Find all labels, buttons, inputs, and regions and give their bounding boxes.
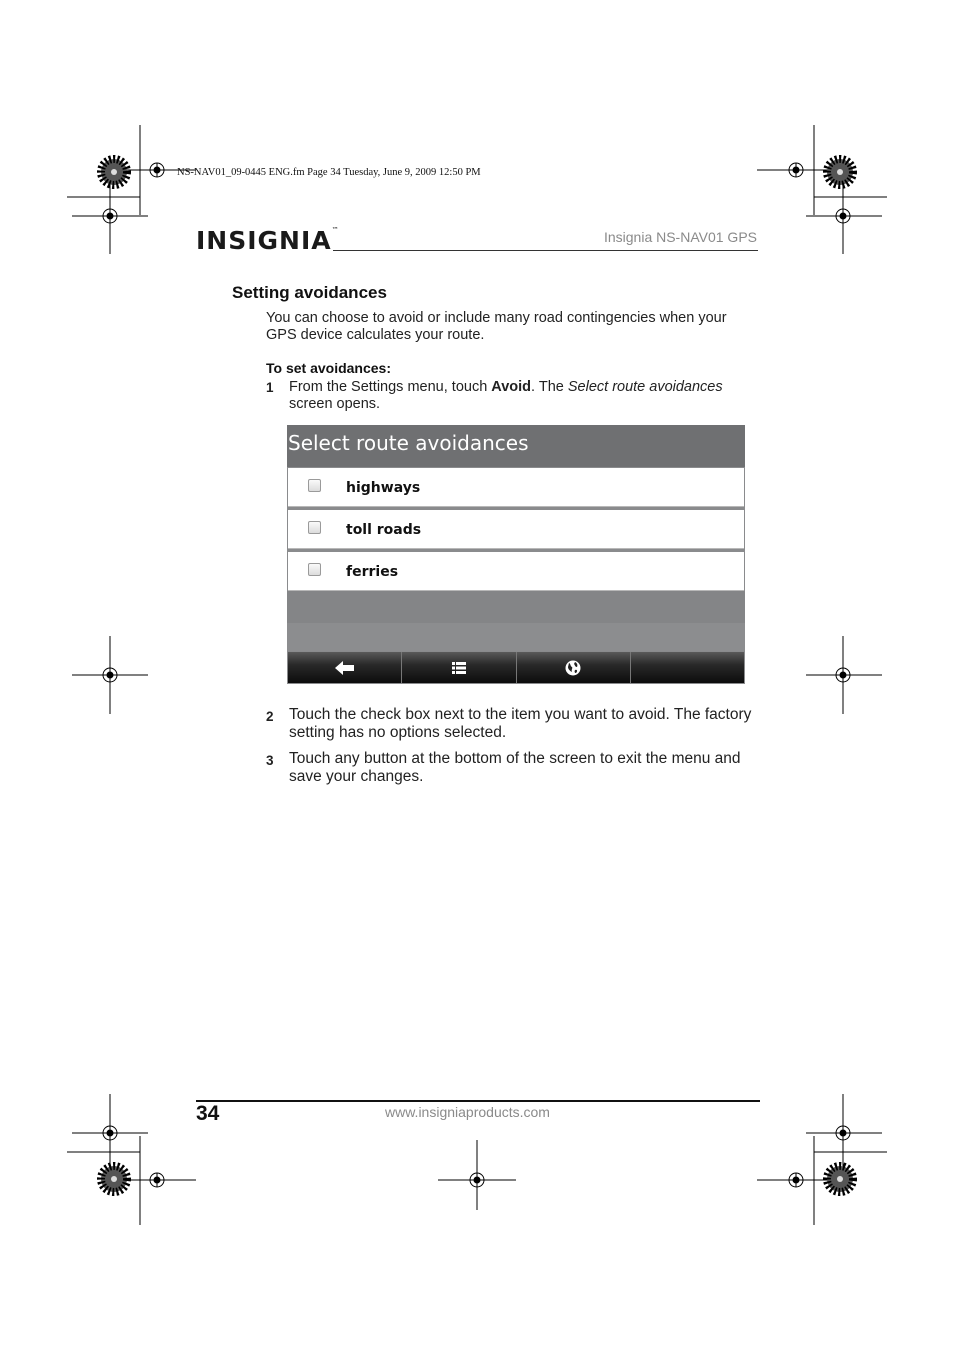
empty-area: [287, 623, 745, 651]
footer-url: www.insigniaproducts.com: [385, 1104, 550, 1120]
menu-button[interactable]: [402, 652, 516, 683]
step-3: [266, 750, 756, 786]
step-2: [266, 706, 756, 742]
ui-term-screen-name: Select route avoidances: [567, 379, 723, 395]
empty-area: [287, 591, 745, 623]
ui-term-avoid: Avoid: [491, 379, 532, 395]
step-text: [289, 379, 756, 413]
logo-text: INSIGNIA: [196, 226, 332, 255]
screen-title: Select route avoidances: [287, 425, 745, 467]
step-1: [266, 379, 756, 413]
procedure-title: To set avoidances:: [266, 360, 392, 376]
option-label: toll roads: [346, 522, 422, 538]
step-number: 1: [266, 380, 274, 395]
step-number: 3: [266, 753, 274, 768]
step-number: 2: [266, 709, 274, 724]
step-text: Touch any button at the bottom of the screen to exit the menu and save your changes.: [289, 750, 741, 785]
back-arrow-icon: [335, 661, 355, 675]
section-title: Setting avoidances: [232, 283, 387, 302]
step-text-part: screen opens.: [289, 396, 381, 412]
back-button[interactable]: [288, 652, 402, 683]
option-label: ferries: [346, 564, 399, 580]
checkbox[interactable]: [308, 563, 321, 576]
step-text: Touch the check box next to the item you want to avoid. The factory setting has no options selected.: [289, 706, 752, 741]
avoid-option-ferries[interactable]: [288, 552, 744, 591]
logo-trademark: ™: [331, 226, 340, 234]
avoid-option-toll-roads[interactable]: [288, 510, 744, 549]
step-text-part: From the Settings menu, touch: [289, 379, 492, 395]
option-label: highways: [346, 480, 421, 496]
blank-toolbar-button[interactable]: [631, 652, 744, 683]
bottom-toolbar: [288, 652, 744, 683]
insignia-logo: [196, 226, 340, 255]
header-title: Insignia NS-NAV01 GPS: [603, 229, 757, 245]
map-button[interactable]: [517, 652, 631, 683]
list-icon: [452, 662, 466, 674]
header-rule: [333, 250, 758, 251]
step-text-part: . The: [531, 379, 568, 395]
checkbox[interactable]: [308, 479, 321, 492]
page-number: 34: [196, 1102, 220, 1125]
checkbox[interactable]: [308, 521, 321, 534]
gps-screenshot: [287, 425, 745, 684]
globe-icon: [565, 660, 581, 676]
job-info-line: NS-NAV01_09-0445 ENG.fm Page 34 Tuesday, June 9, 2009 12:50 PM: [177, 167, 481, 178]
avoid-option-highways[interactable]: [288, 468, 744, 507]
footer-rule: [196, 1100, 760, 1102]
intro-paragraph: You can choose to avoid or include many road contingencies when your GPS device calculates your route.: [266, 310, 727, 343]
